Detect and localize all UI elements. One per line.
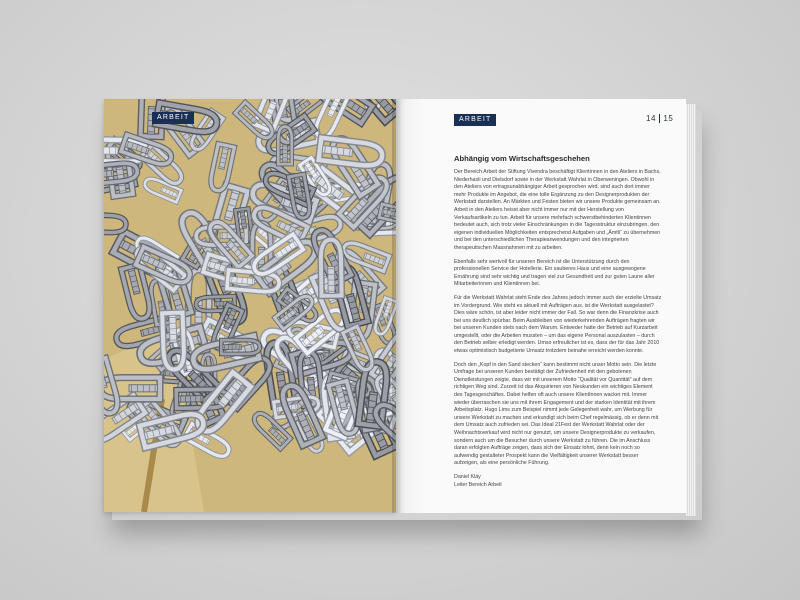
paragraph-4: Doch den „Kopf in den Sand stecken“ kann bestimmt nicht unser Motto sein. Die letzte Umfrage bei unseren Kunden bestätigt der Zufriedenheit mit den gebotenen Dienstleistungen zeigte, dass wir mit unserem Motto “Qualität vor Quantität” auf dem richtigen Weg sind. Zurzeit ist das Akquirieren von Neukunden ein wichtiges Element des Tagesgeschäftes. Dabei helfen oft auch unsere KlientInnen wacker mit. Immer wieder überraschen sie uns mit ihrem Engagement und der starken Identität mit ihrem Arbeitsplatz. Hugo Lims zum Beispiel nimmt jede Gelegenheit wahr, um Werbung für unsere Werkstatt zu machen und erkundigt sich beim Chef regelmässig, ob er denn mit dem Umsatz auch zufrieden sei. Das Ideal 21Fest der Werkstatt Wahrlat oder der Weihnachtsverkauf wird nicht nur genutzt, um unsere Designerprodukte zu verkaufen, sondern auch um die Besucher durch unsere Werkstatt zu führen. Die im Anschluss daran erfolgten Aufträge zeigen, dass sich der Einsatz lohnt, denn kein noch so aufwendig gestalteter Prospekt kann die Vielfältigkeit unserer Werkstatt besser aufzeigen, als eine persönliche Führung. [454, 361, 659, 467]
page-edges [686, 104, 696, 516]
page-number-right: 15 [663, 114, 674, 123]
peelers-photo [104, 99, 396, 512]
page-number-divider [659, 114, 661, 123]
signature-name: Daniel Kläy [454, 473, 481, 480]
left-page-photo [104, 99, 396, 512]
paragraph-2: Ebenfalls sehr wertvoll für unseren Bereich ist die Unterstützung durch den professionellen Service der Hotellerie. Ein sauberes Haus und eine ausgewogene Ernährung sind sehr wichtig und tragen viel zur Gesundheit und zur guten Laune aller Mitarbeiterinnen und Klientinnen bei. [454, 258, 655, 288]
article [454, 154, 662, 489]
signature-role: Leiter Bereich Arbeit [454, 481, 502, 488]
page-numbers [646, 114, 673, 123]
article-heading: Abhängig vom Wirtschaftsgeschehen [454, 154, 590, 163]
section-tag-right: ARBEIT [454, 114, 496, 126]
paragraph-1: Der Bereich Arbeit der Stiftung Vivendra beschäftigt Klientinnen in den Ateliers in Bachs, Niederhasli und Dielsdorf sowie in der Werkstatt Wahrlat in Oberweningen. Obwohl in den Ateliers von ertragsunabhängiger Arbeit gesprochen wird, sind auch dort immer mehr Produkte im Angebot, die eine tolle Ergänzung zu den Designerprodukten der Werkstatt darstellen. An Märkten und Festen bieten wir unsere Produkte gemeinsam an. Arbeit in den Ateliers heisst aber nicht immer nur mit der Herstellung von Verkaufsartikeln zu tun. Arbeit für unsere mehrfach schwerstbehinderten Klientinnen bedeutet auch, sich trotz vieler Einschränkungen in die Tagesstruktur einzubringen, den eigenen individuellen Möglichkeiten entsprechend Aufgaben und „Ämtli“ zu übernehmen und bei den unterschiedlichen Therapieanwendungen und den integrierten therapeutischen Massnahmen mit zu arbeiten. [454, 169, 661, 251]
page-number-left: 14 [646, 114, 656, 123]
section-tag-left: ARBEIT [152, 112, 194, 124]
spine-shadow [392, 99, 402, 513]
paragraph-3: Für die Werkstatt Wahrlat steht Ende des Jahres jedoch immer auch der erzielte Umsatz im Vordergrund. Wie steht es aktuell mit Aufträgen aus, ist die Werkstatt ausgelastet? Dies wäre schön, ist aber leider nicht immer der Fall. So war denn die Finanzkrise auch bei uns deutlich spürbar. Beim Ausbleiben von wiederkehrenden Aufträgen fragten wir bei unseren Kunden stets nach dem Warum. Entweder hatte der Betrieb auf Kurzarbeit umgestellt, oder die Arbeiten mussten – um das eigene Personal auszulasten – durch den Betrieb selber erledigt werden. Umso erfreulicher ist es, dass der für das Jahr 2010 etwas optimistisch budgetierte Umsatz trotzdem beinahe erreicht werden konnte. [454, 294, 662, 355]
signature [454, 474, 662, 489]
